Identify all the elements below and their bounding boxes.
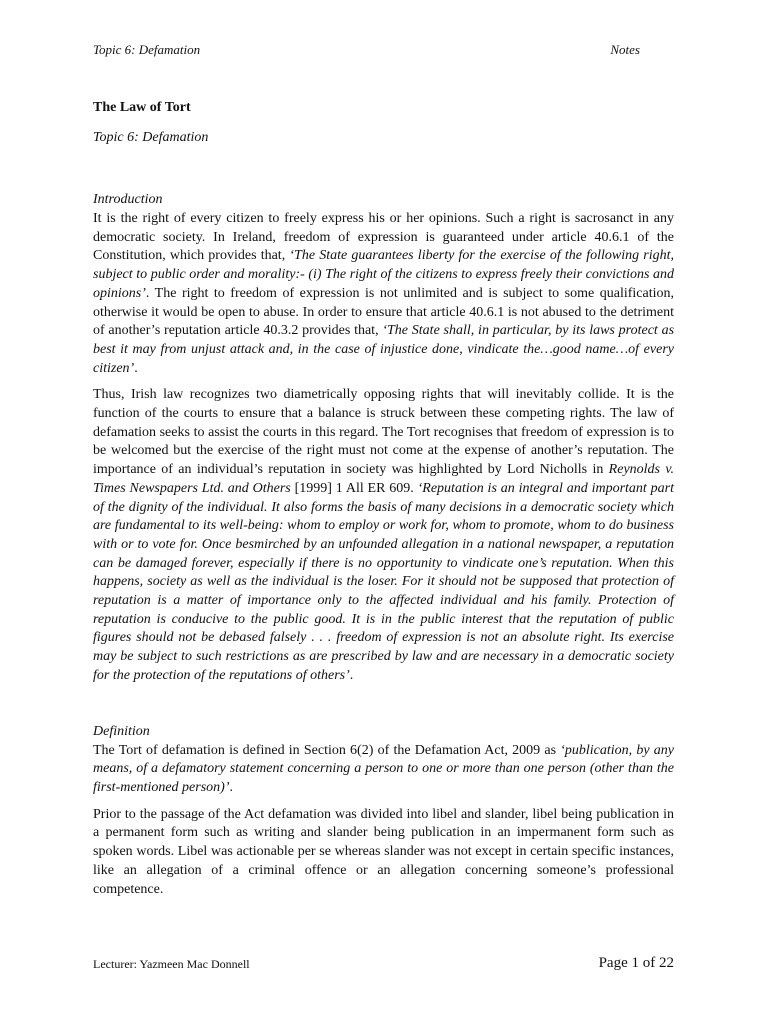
- definition-paragraph-2: Prior to the passage of the Act defamation was divided into libel and slander, libel being publication in a permanent form such as writing and slander being publication in an impermanent form such as spoken words. Libel was actionable per se whereas slander was not except in certain specific instances, like an allegation of a criminal offence or an allegation concerning someone’s professional competence.: [93, 806, 674, 897]
- definition-heading: Definition: [93, 723, 150, 739]
- text-run: .: [229, 779, 233, 795]
- constitution-quote-1: ‘The State guarantees liberty for the exercise of the following right, subject to public order and morality:- (i) The right of the citizens to express freely their convictions and opinions’: [93, 248, 675, 301]
- definition-paragraph-1: [93, 742, 674, 798]
- text-run: Thus, Irish law recognizes two diametrically opposing rights that will inevitably collide. It is the function of the courts to ensure that a balance is struck between these competing rights. The law of defamation seeks to assist the courts in this regard. The Tort recognises that freedom of expression is to be welcomed but the exercise of the right must not come at the expense of another’s reputation. The importance of an individual’s reputation in society was highlighted by Lord Nicholls in: [93, 387, 674, 478]
- statutory-definition-quote: ‘publication, by any means, of a defamatory statement concerning a person to one or more than one person (other than the first-mentioned person)’: [93, 742, 674, 795]
- text-run: [1999] 1 All ER 609.: [290, 480, 418, 496]
- constitution-quote-2: ‘The State shall, in particular, by its laws protect as best it may from unjust attack and, in the case of injustice done, vindicate the…good name…of every citizen’: [93, 323, 675, 376]
- nicholls-quote: ‘Reputation is an integral and important part of the dignity of the individual. It also forms the basis of many decisions in a democratic society which are fundamental to its well-being: whom to employ or work for, whom to promote, whom to do business with or to vote for. Once besmirched by an unfounded allegation in a national newspaper, a reputation can be damaged forever, especially if there is no opportunity to vindicate one’s reputation. When this happens, society as well as the individual is the loser. For it should not be supposed that protection of reputation is a matter of importance only to the affected individual and his family. Protection of reputation is conducive to the public good. It is in the public interest that the reputation of public figures should not be debased falsely . . . freedom of expression is not an absolute right. Its exercise may be subject to such restrictions as are prescribed by law and are necessary in a democratic society for the protection of the reputations of others’: [93, 480, 674, 683]
- introduction-heading: Introduction: [93, 192, 163, 207]
- page-header: [93, 42, 675, 60]
- introduction-paragraph-2: [93, 386, 674, 685]
- document-subtitle: Topic 6: Defamation: [93, 130, 209, 145]
- header-topic: Topic 6: Defamation: [93, 42, 201, 57]
- text-run: . The right to freedom of expression is not unlimited and is subject to some qualification, otherwise it would be open to abuse. In order to ensure that article 40.6.1 is not abused to the detriment of another’s reputation article 40.3.2 provides that,: [93, 285, 674, 339]
- footer-lecturer: Lecturer: Yazmeen Mac Donnell: [93, 957, 250, 971]
- footer-page-number: Page 1 of 22: [598, 955, 674, 971]
- introduction-paragraph-1: [93, 210, 674, 378]
- document-body: [93, 100, 674, 907]
- header-notes: Notes: [610, 42, 640, 57]
- text-run: The Tort of defamation is defined in Section 6(2) of the Defamation Act, 2009 as: [93, 742, 561, 758]
- text-run: .: [134, 360, 138, 376]
- document-title: The Law of Tort: [93, 100, 191, 115]
- text-run: .: [349, 667, 354, 683]
- text-run: It is the right of every citizen to freely express his or her opinions. Such a right is sacrosanct in any democratic society. In Ireland, freedom of expression is guaranteed under article 40.6.1 of the Constitution, which provides that,: [93, 211, 674, 264]
- case-citation: Reynolds v. Times Newspapers Ltd. and Others: [93, 462, 674, 496]
